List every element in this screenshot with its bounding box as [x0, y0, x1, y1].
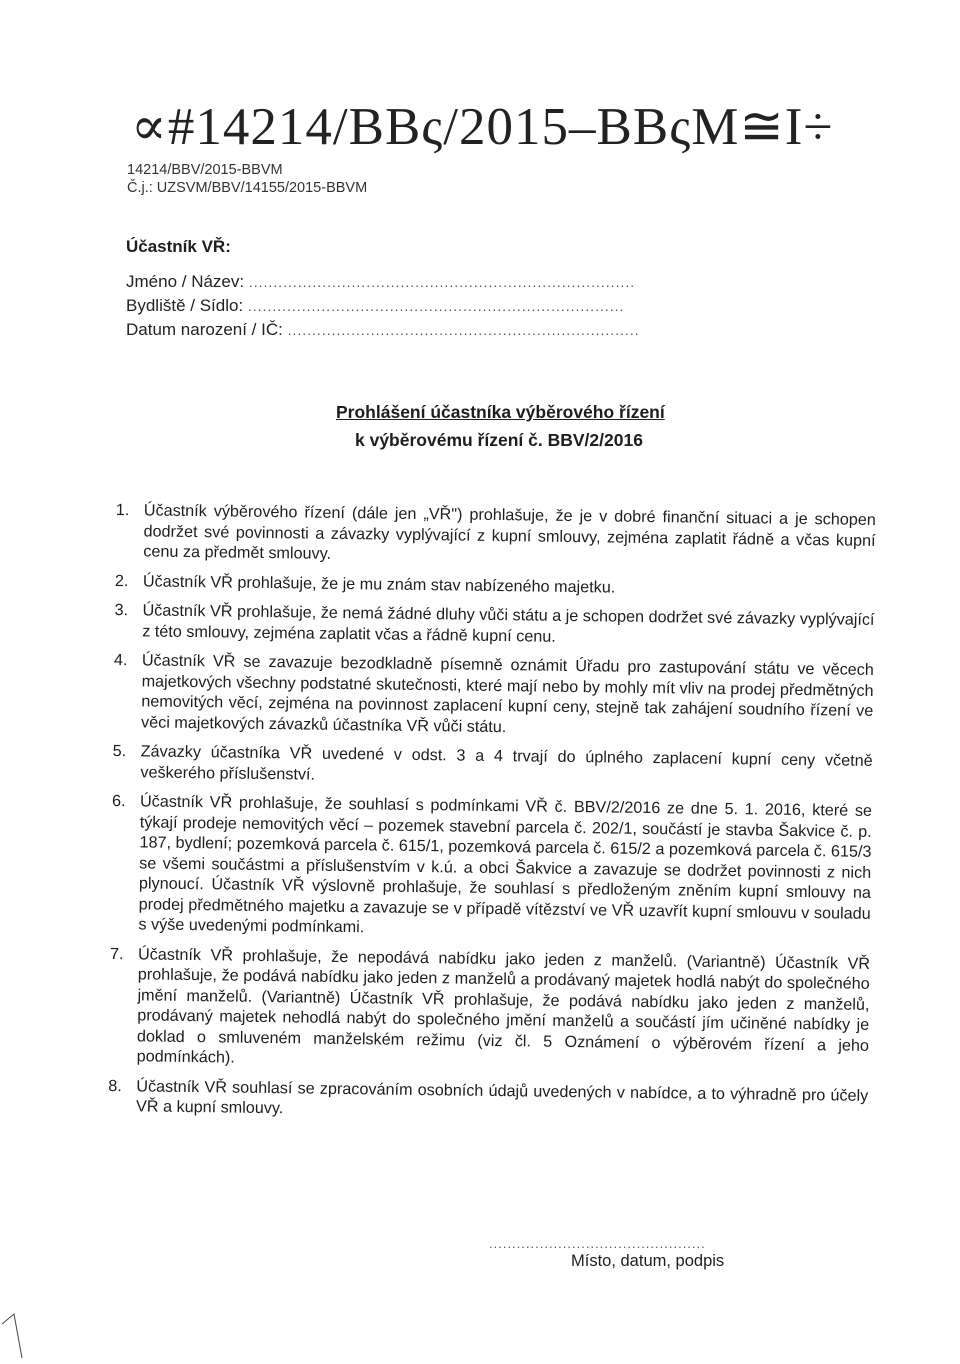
item-text: Účastník VŘ se zavazuje bezodkladně písemně oznámit Úřadu pro zastupování státu ve věcech majetkových všechny podstatné skutečnosti, které mají nebo by mohly mít vliv na prodej předmětných nemovitých věcí, zejména na povinnost zaplacení kupní ceny, stejně tak zahájení soudního řízení ve věci majetkových závazků účastníka VŘ vůči státu.	[140, 651, 874, 736]
declaration-item-8	[108, 1075, 868, 1126]
item-number: 2.	[114, 571, 129, 590]
item-text: Závazky účastníka VŘ uvedené v odst. 3 a 4 trvají do úplného zaplacení kupní ceny včetně veškerého příslušenství.	[140, 742, 873, 784]
address-field-label: Bydliště / Sídlo:	[126, 296, 244, 315]
address-field-dots: .............................................................................	[247, 298, 625, 314]
signature-label: Místo, datum, podpis	[571, 1252, 725, 1270]
cj-number: Č.j.: UZSVM/BBV/14155/2015-BBVM	[127, 180, 368, 196]
name-field[interactable]	[126, 272, 635, 292]
document-subtitle: k výběrovému řízení č. BBV/2/2016	[355, 430, 643, 450]
declaration-item-7	[109, 943, 871, 1076]
item-number: 8.	[108, 1076, 122, 1095]
declaration-list	[108, 500, 876, 1135]
item-text: Účastník VŘ prohlašuje, že je mu znám stav nabízeného majetku.	[142, 571, 616, 597]
reference-number: 14214/BBV/2015-BBVM	[127, 162, 283, 178]
name-field-label: Jméno / Název:	[126, 272, 245, 291]
name-field-dots: ...............................................................................	[248, 274, 636, 290]
item-number: 5.	[112, 741, 127, 761]
declaration-item-1	[115, 500, 876, 571]
birthdate-id-field[interactable]	[126, 320, 640, 340]
item-number: 4.	[113, 650, 128, 670]
barcode-text: ∝#14214/BBς/2015–BBςM≅I÷	[131, 98, 834, 156]
signature-line[interactable]: ...............................................	[489, 1236, 706, 1251]
item-text: Účastník VŘ prohlašuje, že nemá žádné dluhy vůči státu a je schopen dodržet své závazky vyplývající z této smlouvy, zejména zaplatit včas a řádně kupní cenu.	[142, 601, 875, 646]
item-number: 7.	[109, 944, 124, 963]
declaration-item-6	[110, 791, 872, 944]
participant-heading: Účastník VŘ:	[126, 237, 231, 256]
declaration-item-2	[115, 570, 875, 600]
item-text: Účastník VŘ prohlašuje, že nepodává nabídku jako jeden z manželů. (Variantně) Účastník VŘ prohlašuje, že podává nabídku jako jeden z manželů a prodávaný majetek hodlá nabýt do společného jmění manželů. (Variantně) Účastník VŘ prohlašuje, že podává nabídku jako jeden z manželů, prodávaný majetek nehodlá nabýt do společného jmění manželů a součástí jím učiněné nabídky je doklad o smluveném manželském režimu (viz čl. 5 Oznámení o výběrovém řízení a jeho podmínkách).	[136, 944, 871, 1067]
item-text: Účastník VŘ prohlašuje, že souhlasí s podmínkami VŘ č. BBV/2/2016 ze dne 5. 1. 2016, které se týkají prodeje nemovitých věcí – pozemek stavební parcela č. 202/1, součástí je stavba Šakvice č. p. 187, bydlení; pozemková parcela č. 615/1, pozemková parcela č. 615/2 a pozemková parcela č. 615/3 se všemi součástmi a příslušenstvím v k.ú. a obci Šakvice a zavazuje se dodržet povinnosti z nich plynoucí. Účastník VŘ výslovně prohlašuje, že souhlasí s předloženým zněním kupní smlouvy na prodej předmětného majetku a zavazuje se v případě vítězství ve VŘ uzavřít kupní smlouvu v souladu s výše uvedenými podmínkami.	[138, 792, 873, 937]
address-field[interactable]	[126, 296, 624, 316]
item-number: 3.	[114, 600, 129, 620]
birthdate-id-field-label: Datum narození / IČ:	[126, 320, 283, 339]
birthdate-id-field-dots: ........................................................................	[287, 322, 640, 338]
item-number: 6.	[111, 791, 126, 811]
item-number: 1.	[115, 500, 130, 520]
declaration-item-3	[114, 600, 874, 651]
declaration-item-5	[112, 741, 872, 792]
document-title: Prohlášení účastníka výběrového řízení	[336, 402, 665, 422]
item-text: Účastník výběrového řízení (dále jen „VŘ") prohlašuje, že je v dobré finanční situaci a je schopen dodržet své povinnosti a závazky vyplývající z kupní smlouvy, zejména zaplatit řádně a včas kupní cenu za předmět smlouvy.	[143, 501, 876, 563]
declaration-item-4	[113, 650, 874, 742]
item-text: Účastník VŘ souhlasí se zpracováním osobních údajů uvedených v nabídce, a to výhradně pro účely VŘ a kupní smlouvy.	[135, 1076, 869, 1118]
scan-mark-icon	[0, 1310, 30, 1360]
